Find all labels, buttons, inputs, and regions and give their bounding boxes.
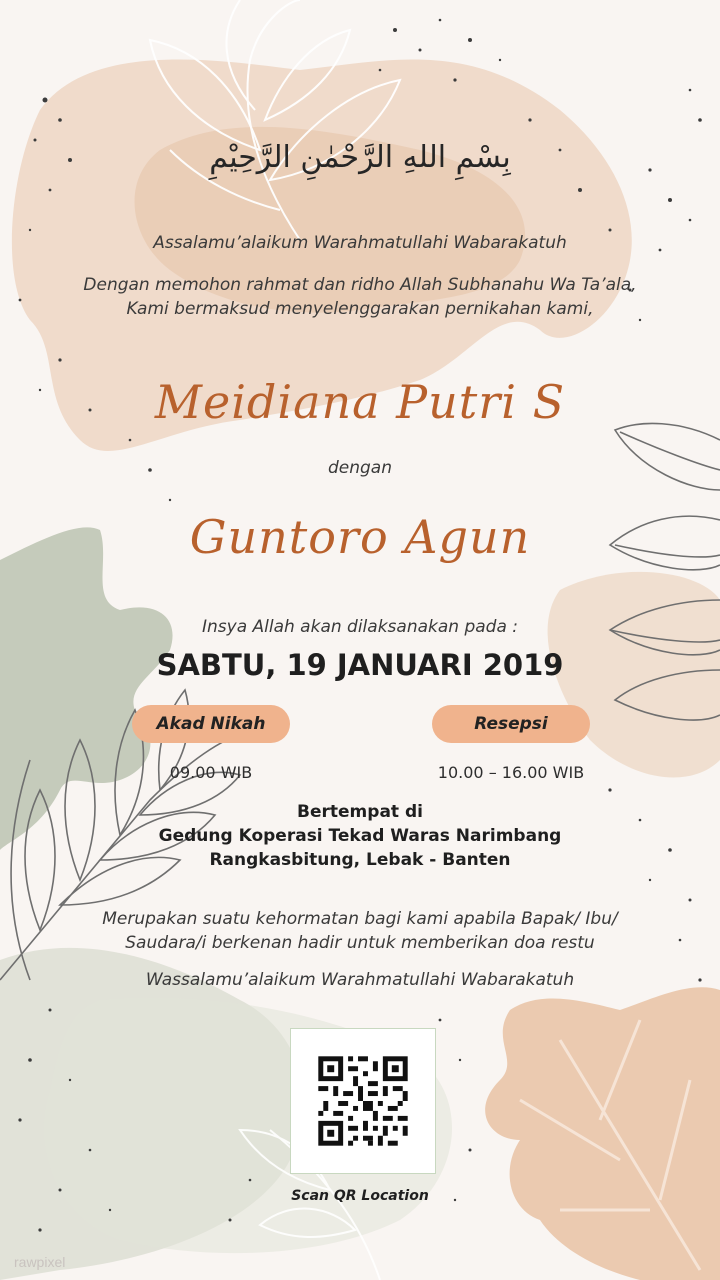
qr-code-image <box>291 1029 435 1173</box>
honor-line-2: Saudara/i berkenan hadir untuk memberikan doa restu <box>125 933 595 953</box>
resepsi-badge: Resepsi <box>432 705 590 743</box>
groom-name: Guntoro Agun <box>189 510 531 564</box>
akad-nikah-time: 09.00 WIB <box>169 763 253 782</box>
qr-code[interactable] <box>290 1028 436 1174</box>
venue-heading: Bertempat di <box>297 802 423 822</box>
intro-line-2: Kami bermaksud menyelenggarakan pernikahan kami, <box>126 299 594 319</box>
peach-leaf-bottom-right <box>485 987 720 1280</box>
qr-caption: Scan QR Location <box>291 1188 429 1204</box>
event-date: SABTU, 19 JANUARI 2019 <box>156 648 564 682</box>
intro-line-1: Dengan memohon rahmat dan ridho Allah Subhanahu Wa Ta’ala, <box>83 275 637 295</box>
connector-text: dengan <box>327 458 392 478</box>
greeting-close: Wassalamu’alaikum Warahmatullahi Wabarakatuh <box>145 970 575 990</box>
resepsi-time: 10.00 – 16.00 WIB <box>437 763 585 782</box>
greeting-open: Assalamu’alaikum Warahmatullahi Wabarakatuh <box>153 233 567 253</box>
watermark: rawpixel <box>14 1254 66 1270</box>
bride-name: Meidiana Putri S <box>154 375 566 429</box>
bismillah-calligraphy: بِسْمِ اللهِ الرَّحْمٰنِ الرَّحِيْمِ <box>209 140 511 175</box>
honor-line-1: Merupakan suatu kehormatan bagi kami apabila Bapak/ Ibu/ <box>102 909 618 929</box>
venue-address: Rangkasbitung, Lebak - Banten <box>209 850 511 870</box>
venue-name: Gedung Koperasi Tekad Waras Narimbang <box>158 826 562 846</box>
event-intro: Insya Allah akan dilaksanakan pada : <box>201 617 518 637</box>
akad-nikah-badge: Akad Nikah <box>132 705 290 743</box>
